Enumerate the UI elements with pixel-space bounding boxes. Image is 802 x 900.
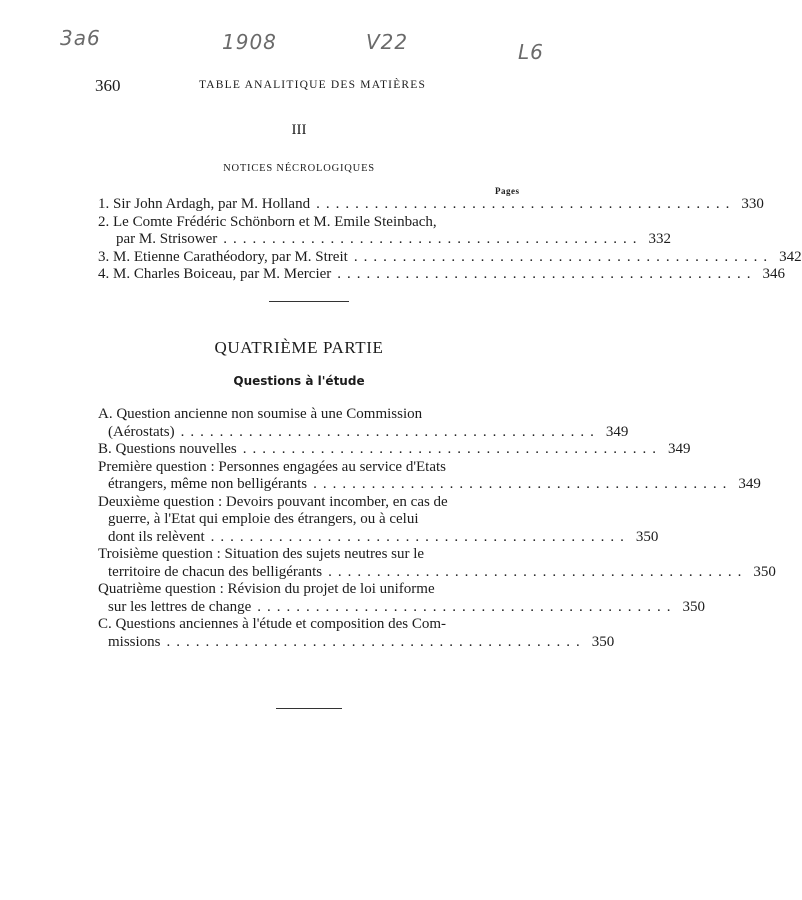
toc-entry-text: Première question : Personnes engagées au service d'Etats	[98, 458, 447, 475]
toc-entry-text: Quatrième question : Révision du projet de loi uniforme	[98, 581, 435, 597]
toc-entry	[98, 546, 776, 581]
toc-page-number: 342	[779, 248, 802, 265]
obituary-list	[98, 196, 802, 284]
toc-page-number: 350	[635, 528, 659, 545]
leader-dots: ...........................................	[353, 248, 774, 265]
toc-entry-continuation: (Aérostats)	[108, 423, 175, 440]
toc-page-number: 350	[753, 563, 776, 580]
toc-page-number: 330	[741, 196, 764, 212]
handwritten-annotation: 3a6	[60, 26, 101, 50]
toc-entry-text: 1. Sir John Ardagh, par M. Holland	[98, 196, 311, 212]
leader-dots: ...........................................	[242, 441, 662, 457]
toc-entry	[98, 196, 764, 214]
leader-dots: ...........................................	[328, 563, 748, 580]
leader-dots: ...........................................	[257, 598, 677, 615]
toc-entry-continuation: missions	[108, 633, 161, 650]
leader-dots: ...........................................	[313, 476, 733, 492]
section-divider	[269, 301, 349, 302]
toc-entry	[98, 248, 802, 267]
handwritten-annotation: L6	[518, 40, 544, 64]
toc-entry	[98, 581, 706, 616]
toc-entry	[98, 441, 691, 459]
handwritten-annotation: 1908	[222, 30, 277, 54]
toc-entry-text: 2. Le Comte Frédéric Schönborn et M. Emile Steinbach,	[98, 213, 437, 230]
toc-page-number: 349	[668, 441, 691, 457]
toc-entry	[98, 406, 629, 441]
toc-entry	[98, 266, 786, 284]
section-subtitle: NOTICES NÉCROLOGIQUES	[223, 163, 375, 174]
toc-page-number: 349	[738, 476, 761, 492]
toc-page-number: 350	[682, 598, 706, 615]
part-subtitle: Questions à l'étude	[233, 374, 365, 388]
section-numeral: III	[291, 122, 307, 138]
toc-entry-continuation: sur les lettres de change	[108, 598, 252, 615]
toc-entry-text: B. Questions nouvelles	[98, 441, 237, 457]
handwritten-annotation: V22	[366, 30, 409, 54]
section-divider	[276, 708, 342, 709]
leader-dots: ...........................................	[223, 231, 643, 247]
toc-entry-text: A. Question ancienne non soumise à une Commission	[98, 406, 423, 422]
part-title: QUATRIÈME PARTIE	[214, 338, 384, 357]
toc-entry	[98, 616, 615, 651]
questions-list	[98, 406, 776, 651]
toc-entry	[98, 458, 761, 494]
toc-entry-continuation: par M. Strisower	[116, 231, 218, 247]
running-header	[95, 76, 525, 98]
page-number: 360	[95, 76, 121, 95]
toc-page-number: 349	[605, 423, 629, 440]
toc-entry-continuation: dont ils relèvent	[108, 528, 205, 545]
toc-page-number: 350	[591, 633, 615, 650]
toc-entry	[98, 213, 671, 249]
toc-page-number: 332	[648, 231, 671, 247]
leader-dots: ...........................................	[210, 528, 630, 545]
toc-entry-text: Troisième question : Situation des sujets neutres sur le	[98, 546, 425, 562]
running-title: TABLE ANALITIQUE DES MATIÈRES	[199, 79, 427, 91]
toc-entry-text: C. Questions anciennes à l'étude et composition des Com-	[98, 616, 447, 632]
leader-dots: ...........................................	[166, 633, 586, 650]
toc-entry-text: Deuxième question : Devoirs pouvant incomber, en cas de	[98, 493, 448, 510]
leader-dots: ...........................................	[180, 423, 600, 440]
toc-entry-continuation: territoire de chacun des belligérants	[108, 563, 323, 580]
toc-entry-text: 3. M. Etienne Carathéodory, par M. Streit	[98, 248, 348, 265]
toc-entry	[98, 493, 659, 547]
toc-entry-continuation: étrangers, même non belligérants	[108, 476, 308, 492]
toc-page-number: 346	[762, 266, 786, 282]
toc-entry-continuation: guerre, à l'Etat qui emploie des étrangers, ou à celui	[108, 511, 419, 527]
pages-column-label: Pages	[495, 186, 520, 196]
toc-entry-text: 4. M. Charles Boiceau, par M. Mercier	[98, 266, 332, 282]
leader-dots: ...........................................	[337, 266, 757, 282]
leader-dots: ...........................................	[316, 196, 736, 212]
